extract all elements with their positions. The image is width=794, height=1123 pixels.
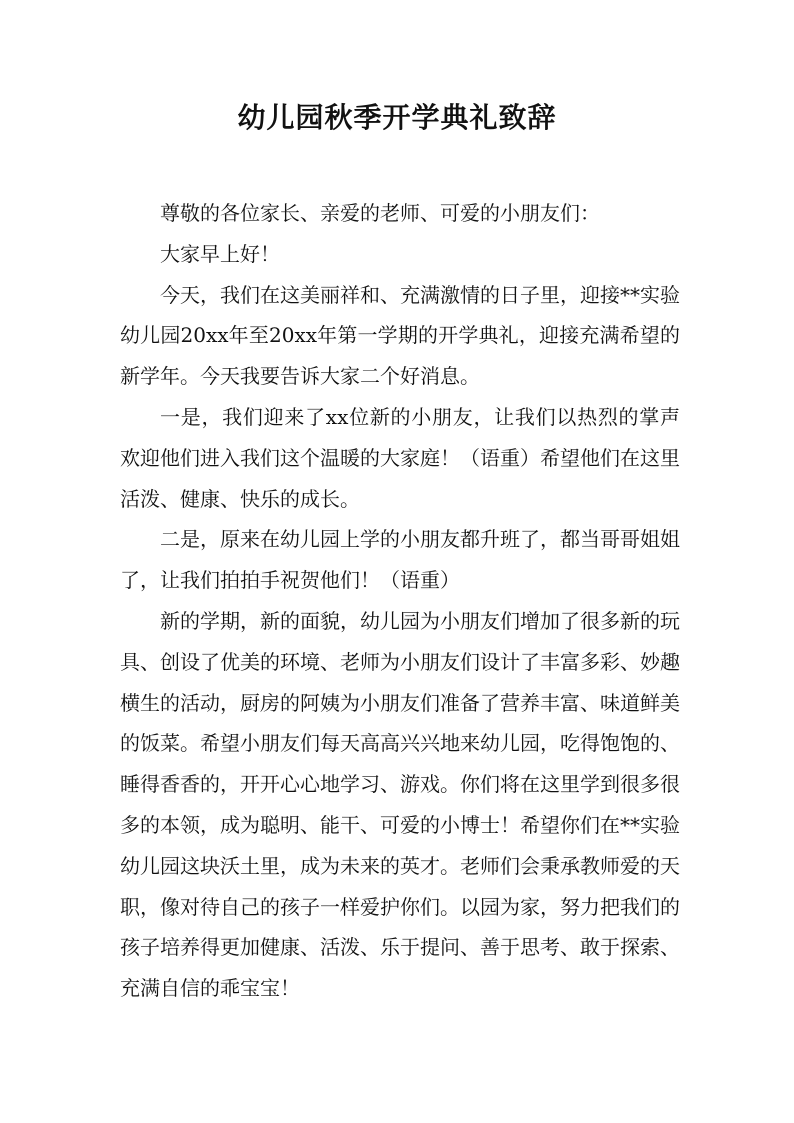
paragraph-salutation: 尊敬的各位家长、亲爱的老师、可爱的小朋友们：	[160, 201, 600, 225]
paragraph-new-semester: 新的学期，新的面貌，幼儿园为小朋友们增加了很多新的玩具、创设了优美的环境、老师为小朋友们设计了丰富多彩、妙趣横生的活动，厨房的阿姨为小朋友们准备了营养丰富、味道鲜美的饭菜。希望小朋友们每天高高兴兴地来幼儿园，吃得饱饱的、睡得香香的，开开心心地学习、游戏。你们将在这里学到很多很多的本领，成为聪明、能干、可爱的小博士！希望你们在**实验幼儿园这块沃土里，成为未来的英才。老师们会秉承教师爱的天职，像对待自己的孩子一样爱护你们。以园为家，努力把我们的孩子培养得更加健康、活泼、乐于提问、善于思考、敢于探索、充满自信的乖宝宝！	[120, 608, 680, 1001]
document-title: 幼儿园秋季开学典礼致辞	[237, 101, 557, 134]
paragraph-news-two: 二是，原来在幼儿园上学的小朋友都升班了，都当哥哥姐姐了，让我们拍拍手祝贺他们！（语重）	[120, 527, 680, 593]
document-body	[120, 193, 680, 1009]
paragraph-greeting: 大家早上好！	[160, 241, 280, 266]
paragraph-intro: 今天，我们在这美丽祥和、充满激情的日子里，迎接**实验幼儿园20xx年至20xx年第一学期的开学典礼，迎接充满希望的新学年。今天我要告诉大家二个好消息。	[120, 282, 680, 389]
paragraph-news-one: 一是，我们迎来了xx位新的小朋友，让我们以热烈的掌声欢迎他们进入我们这个温暖的大家庭！（语重）希望他们在这里活泼、健康、快乐的成长。	[120, 404, 680, 511]
